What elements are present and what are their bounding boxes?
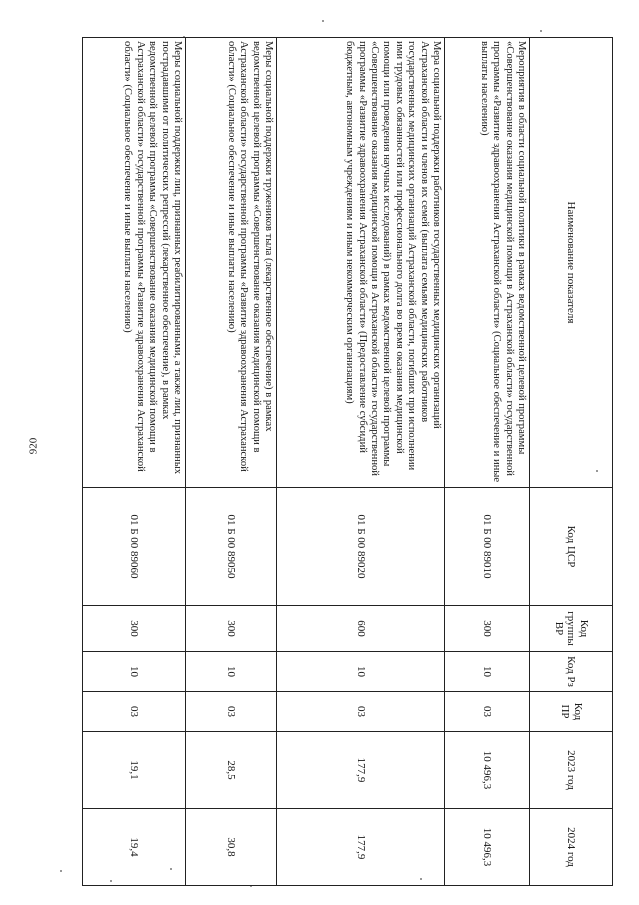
row-pr: 03 (445, 692, 530, 732)
table-header-row (530, 38, 613, 886)
row-2023: 177,9 (277, 732, 445, 809)
table-row (83, 38, 186, 886)
budget-table (82, 37, 613, 886)
row-2024: 19,4 (83, 809, 186, 886)
table-row (186, 38, 277, 886)
row-2023: 28,5 (186, 732, 277, 809)
row-vr: 600 (277, 606, 445, 652)
row-2023: 19,1 (83, 732, 186, 809)
row-name: Мероприятия в области социальной политики в рамках ведомственной целевой программы «Совершенствование оказания медицинской помощи в Астраханской области» государственной программы «Развитие здравоохранения Астраханской области» (Социальное обеспечение и иные выплаты населению) (445, 38, 530, 488)
row-vr: 300 (186, 606, 277, 652)
budget-table-wrapper (83, 37, 613, 885)
row-rz: 10 (277, 652, 445, 692)
row-pr: 03 (186, 692, 277, 732)
row-2024: 10 496,3 (445, 809, 530, 886)
header-name: Наименование показателя (530, 38, 613, 488)
table-row (445, 38, 530, 886)
row-2024: 30,8 (186, 809, 277, 886)
row-csr: 01 Б 00 89050 (186, 488, 277, 606)
row-csr: 01 Б 00 89010 (445, 488, 530, 606)
table-row (277, 38, 445, 886)
row-pr: 03 (83, 692, 186, 732)
header-pr: Код ПР (530, 692, 613, 732)
row-rz: 10 (83, 652, 186, 692)
row-name: Меры социальной поддержки лиц, признанных реабилитированными, а также лиц, признанных пострадавшими от политических репрессий (лекарственное обеспечение), в рамках ведомственной целевой программы «Совершенствование оказания медицинской помощи в Астраханской области» государственной программы «Развитие здравоохранения Астраханской области» (Социальное обеспечение и иные выплаты населению) (83, 38, 186, 488)
row-rz: 10 (186, 652, 277, 692)
header-csr: Код ЦСР (530, 488, 613, 606)
row-pr: 03 (277, 692, 445, 732)
row-name: Мера социальной поддержки работников государственных медицинских организаций Астраханской области и членов их семей (выплата семьям медицинских работников государственных медицинских организаций Астраханской области, погибших при исполнении ими трудовых обязанностей или профессионального долга во время оказания медицинской помощи или проведения научных исследований) в рамках ведомственной целевой программы «Совершенствование оказания медицинской помощи в Астраханской области» государственной программы «Развитие здравоохранения Астраханской области» (Предоставление субсидий бюджетным, автономным учреждениям и иным некоммерческим организациям) (277, 38, 445, 488)
scan-speck (322, 20, 324, 22)
row-2023: 10 496,3 (445, 732, 530, 809)
header-vr: Код группы ВР (530, 606, 613, 652)
page-number: 920 (27, 437, 40, 455)
row-rz: 10 (445, 652, 530, 692)
scan-speck (60, 870, 62, 872)
row-vr: 300 (83, 606, 186, 652)
row-name: Меры социальной поддержки тружеников тыла (лекарственное обеспечение) в рамках ведомственной целевой программы «Совершенствование оказания медицинской помощи в Астраханской области» государственной программы «Развитие здравоохранения Астраханской области» (Социальное обеспечение и иные выплаты населению) (186, 38, 277, 488)
header-2024: 2024 год (530, 809, 613, 886)
row-vr: 300 (445, 606, 530, 652)
row-2024: 177,9 (277, 809, 445, 886)
row-csr: 01 Б 00 89060 (83, 488, 186, 606)
row-csr: 01 Б 00 89020 (277, 488, 445, 606)
scan-speck (540, 30, 542, 32)
header-2023: 2023 год (530, 732, 613, 809)
header-rz: Код Рз (530, 652, 613, 692)
